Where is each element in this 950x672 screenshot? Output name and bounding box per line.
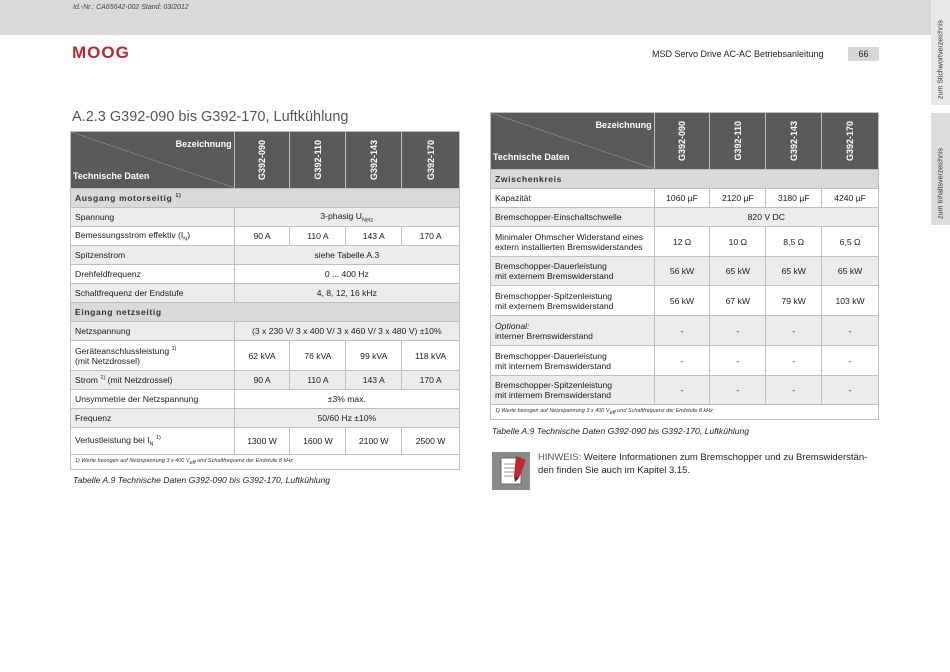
table-row: Schaltfrequenz der Endstufe 4, 8, 12, 16 kHz bbox=[71, 284, 460, 303]
column-header: G392-090 bbox=[234, 132, 290, 189]
table-row: Unsymmetrie der Netzspannung ±3% max. bbox=[71, 390, 460, 409]
page-number: 66 bbox=[848, 47, 879, 61]
table-row: Spitzenstrom siehe Tabelle A.3 bbox=[71, 246, 460, 265]
column-header: G392-170 bbox=[822, 113, 879, 170]
table-row: Kapazität 1060 µF 2120 µF 3180 µF 4240 µF bbox=[491, 189, 879, 208]
table-caption-left: Tabelle A.9 Technische Daten G392-090 bis G392-170, Luftkühlung bbox=[73, 475, 331, 485]
tab-contents-label: zum Inhaltsverzeichnis bbox=[937, 148, 944, 219]
column-header: G392-110 bbox=[290, 132, 346, 189]
header-technische-daten: Technische Daten bbox=[493, 152, 570, 162]
table-row: Bremschopper-Spitzenleistung mit internem Bremswiderstand - - - - bbox=[491, 376, 879, 405]
header-bezeichnung: Bezeichnung bbox=[175, 139, 232, 149]
column-header: G392-090 bbox=[654, 113, 710, 170]
header-technische-daten: Technische Daten bbox=[73, 171, 150, 181]
table-row: Bremschopper-Spitzenleistung mit externem Bremswiderstand 56 kW 67 kW 79 kW 103 kW bbox=[491, 286, 879, 316]
moog-logo: MOOG bbox=[72, 43, 130, 62]
document-id: Id.-Nr.: CA65642-002 Stand: 03/2012 bbox=[73, 4, 189, 11]
table-row: Bremschopper-Einschaltschwelle 820 V DC bbox=[491, 208, 879, 227]
right-spec-table bbox=[490, 112, 879, 420]
table-footnote: 1) Werte bezogen auf Netzspannung 3 x 400 $V_{eff}$ und Schaltfrequenz der Endstufe 8 kHz bbox=[491, 405, 879, 420]
column-header: G392-110 bbox=[710, 113, 766, 170]
tab-contents-link[interactable] bbox=[931, 113, 950, 225]
top-bar bbox=[0, 0, 950, 35]
table-footnote: 1) Werte bezogen auf Netzspannung 3 x 400 $V_{eff}$ und Schaltfrequenz der Endstufe 8 kHz bbox=[71, 455, 460, 470]
table-row: Minimaler Ohmscher Widerstand eines extern installierten Bremswiderstandes 12 Ω 10 Ω 8,5 Ω 6,5 Ω bbox=[491, 227, 879, 257]
table-caption-right: Tabelle A.9 Technische Daten G392-090 bis G392-170, Luftkühlung bbox=[492, 426, 750, 436]
table-header-corner bbox=[71, 132, 235, 189]
table-row: Optional: interner Bremswiderstand - - - - bbox=[491, 316, 879, 346]
left-spec-table bbox=[70, 131, 460, 470]
hint-text: HINWEIS: Weitere Informationen zum Bremschopper und zu Bremswiderstän-den finden Sie auch im Kapitel 3.15. bbox=[538, 452, 868, 476]
tab-index-link[interactable] bbox=[931, 0, 950, 105]
table-row: Spannung 3-phasig $U_{Netz}$ bbox=[71, 208, 460, 227]
section-row-zwischenkreis: Zwischenkreis bbox=[491, 170, 879, 189]
manual-title: MSD Servo Drive AC-AC Betriebsanleitung bbox=[652, 49, 824, 59]
table-row: Bemessungsstrom effektiv $(I_N)$ 90 A 110 A 143 A 170 A bbox=[71, 227, 460, 246]
column-header: G392-143 bbox=[346, 132, 402, 189]
table-row: Netzspannung (3 x 230 V/ 3 x 400 V/ 3 x 460 V/ 3 x 480 V) ±10% bbox=[71, 322, 460, 341]
table-row: Bremschopper-Dauerleistung mit internem Bremswiderstand - - - - bbox=[491, 346, 879, 376]
header-bezeichnung: Bezeichnung bbox=[595, 120, 652, 130]
tab-index-label: zum Stichwortverzeichnis bbox=[937, 20, 944, 99]
section-row-ausgang: Ausgang motorseitig $^{1)}$ bbox=[71, 189, 460, 208]
column-header: G392-170 bbox=[402, 132, 460, 189]
table-row: Drehfeldfrequenz 0 ... 400 Hz bbox=[71, 265, 460, 284]
table-row: Geräteanschlussleistung $^{1)}$ (mit Netzdrossel) 62 kVA 76 kVA 99 kVA 118 kVA bbox=[71, 341, 460, 371]
note-icon bbox=[492, 452, 530, 490]
table-row: Bremschopper-Dauerleistung mit externem Bremswiderstand 56 kW 65 kW 65 kW 65 kW bbox=[491, 257, 879, 286]
section-title: A.2.3 G392-090 bis G392-170, Luftkühlung bbox=[72, 109, 349, 125]
table-row: Frequenz 50/60 Hz ±10% bbox=[71, 409, 460, 428]
table-row: Verlustleistung bei $I_N$ $^{1)}$ 1300 W 1600 W 2100 W 2500 W bbox=[71, 428, 460, 455]
column-header: G392-143 bbox=[766, 113, 822, 170]
table-row: Strom $^{1)}$ (mit Netzdrossel) 90 A 110 A 143 A 170 A bbox=[71, 371, 460, 390]
table-header-corner bbox=[491, 113, 655, 170]
section-row-eingang: Eingang netzseitig bbox=[71, 303, 460, 322]
